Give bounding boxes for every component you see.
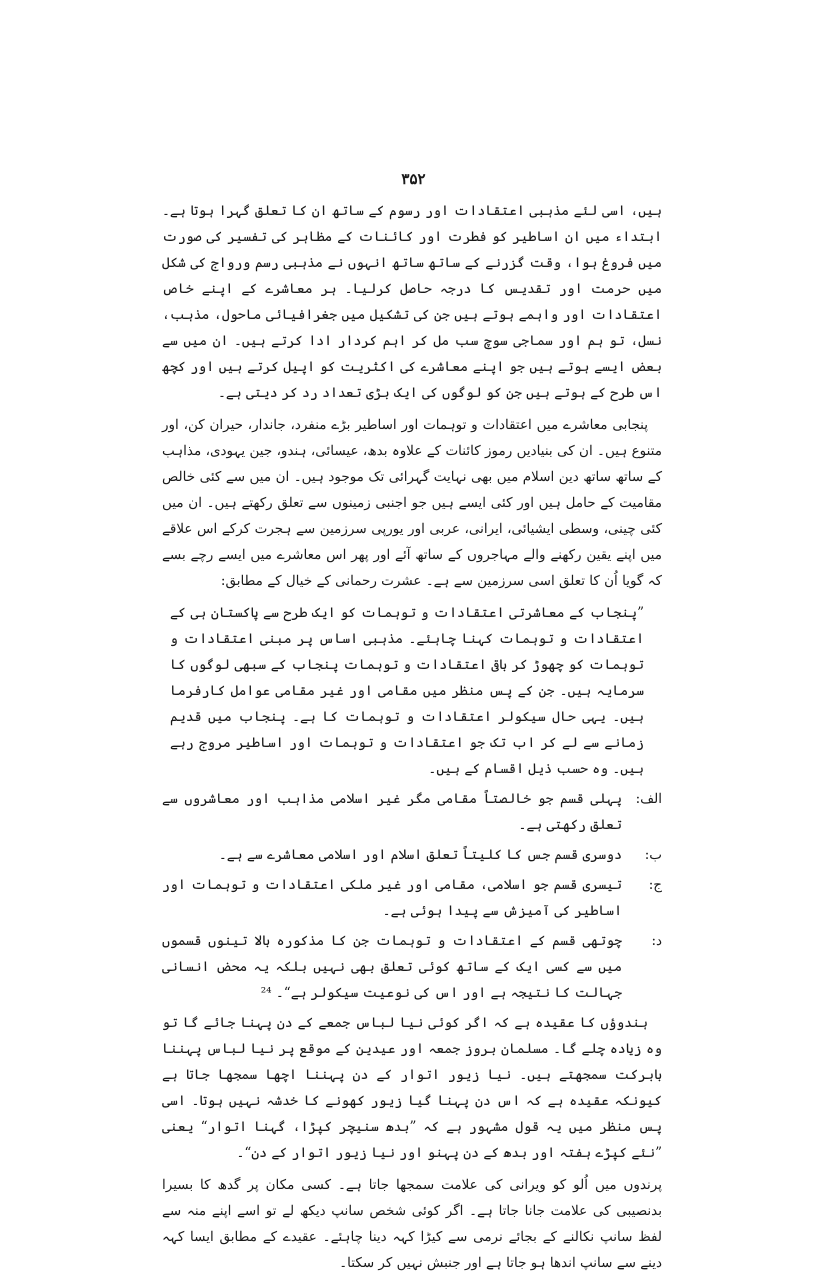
paragraph-punjabi-society: پنجابی معاشرے میں اعتقادات و توہمات اور اساطیر بڑے منفرد، جاندار، حیران کن، اور متنوع ہیں۔ ان کی بنیادیں رموز کائنات کے علاوہ بدھ، عیسائی، ہندو، جین یہودی، مذاہب کے ساتھ ساتھ دین اسلام میں بھی نہایت گہرائی تک موجود ہیں۔ ان میں سے کئی خالص مقامیت کے حامل ہیں اور کئی ایسے ہیں جو اجنبی زمینوں سے تعلق رکھتے ہیں۔ ان میں کئی چینی، وسطی ایشیائی، ایرانی، عربی اور یورپی سرزمین سے ہجرت کرکے اس علاقے میں اپنے یقین رکھنے والے مہاجروں کے ساتھ آئے اور پھر اس معاشرے میں ایسے رچے بسے کہ گویا اُن کا تعلق اسی سرزمین سے ہے۔ عشرت رحمانی کے خیال کے مطابق: — [162, 417, 662, 589]
block-quote: ”پنجاب کے معاشرتی اعتقادات و توہمات کو ایک طرح سے پاکستان ہی کے اعتقادات و توہمات کہنا چاہئے۔ مذہبی اساس پر مبنی اعتقادات و توہمات کو چھوڑ کر باقی اعتقادات و توہمات پنجاب کے سبھی لوگوں کا سرمایہ ہیں۔ جن کے پس منظر میں مقامی اور غیر مقامی عوامل کارفرما ہیں۔ یہی حال سیکولر اعتقادات و توہمات کا ہے۔ پنجاب میں قدیم زمانے سے لے کر اب تک جو اعتقادات و توہمات اور اساطیر مروج رہے ہیں۔ وہ حسب ذیل اقسام کے ہیں۔ — [170, 605, 644, 777]
list-item-label: ب: — [644, 847, 662, 863]
list-item-label: د: — [651, 933, 662, 949]
list-item-label: ج: — [648, 877, 662, 893]
list-item-label: الف: — [635, 791, 662, 807]
list-item-text: چوتھی قسم کے اعتقادات و توہمات جن کا مذکورہ بالا تینوں قسموں میں سے کسی ایک کے ساتھ کوئی تعلق بھی نہیں بلکہ یہ محض انسانی جہالت کا نتیجہ ہے اور اس کی نوعیت سیکولر ہے“۔ ²⁴ — [162, 933, 622, 1001]
list-item — [162, 928, 662, 1006]
list-item — [162, 842, 662, 868]
paragraph-bird-snake-beliefs: پرندوں میں اُلو کو ویرانی کی علامت سمجھا جاتا ہے۔ کسی مکان پر گدھ کا بسیرا بدنصیبی کی علامت جانا جاتا ہے۔ اگر کوئی شخص سانپ دیکھ لے تو اسے اپنے منہ سے لفظ سانپ نکالنے کے بجائے نرمی سے کیڑا کہہ دینا چاہئے۔ عقیدے کے مطابق ایسا کہہ دینے سے سانپ اندھا ہو جاتا ہے اور جنبش نہیں کر سکتا۔ — [162, 1177, 662, 1271]
page-number: ۳۵۲ — [401, 170, 426, 188]
list-item-text: پہلی قسم جو خالصتاً مقامی مگر غیر اسلامی مذاہب اور معاشروں سے تعلق رکھتی ہے۔ — [162, 791, 622, 833]
list-item — [162, 872, 662, 924]
page-body — [162, 198, 662, 1282]
paragraph-intro: ہیں، اسی لئے مذہبی اعتقادات اور رسوم کے ساتھ ان کا تعلق گہرا ہوتا ہے۔ ابتداء میں ان اساطیر کو فطرت اور کائنات کے مظاہر کی تفسیر کی صورت میں فروغ ہوا، وقت گزرنے کے ساتھ ساتھ انہوں نے مذہبی رسم ورواج کی شکل میں حرمت اور تقدیس کا درجہ حاصل کرلیا۔ ہر معاشرے کے اپنے خاص اعتقادات اور واہمے ہوتے ہیں جن کی تشکیل میں جغرافیائی ماحول، مذہب، نسل، تو ہم اور سماجی سوچ سب مل کر اہم کردار ادا کرتے ہیں۔ ان میں سے بعض ایسے ہوتے ہیں جو اپنے معاشرے کی اکثریت کو اپیل کرتے ہیں اور کچھ اس طرح کے ہوتے ہیں جن کو لوگوں کی ایک بڑی تعداد رد کر دیتی ہے۔ — [162, 203, 662, 401]
list-item — [162, 786, 662, 838]
list-item-text: تیسری قسم جو اسلامی، مقامی اور غیر ملکی اعتقادات و توہمات اور اساطیر کی آمیزش سے پیدا ہوئی ہے۔ — [162, 877, 622, 919]
list-item-text: دوسری قسم جس کا کلیتاً تعلق اسلام اور اسلامی معاشرے سے ہے۔ — [218, 847, 622, 863]
paragraph-clothing-beliefs: ہندوؤں کا عقیدہ ہے کہ اگر کوئی نیا لباس جمعے کے دن پہنا جائے گا تو وہ زیادہ چلے گا۔ مسلمان بروز جمعہ اور عیدین کے موقع پر نیا لباس پہننا بابرکت سمجھتے ہیں۔ نیا زیور اتوار کے دن پہننا اچھا سمجھا جاتا ہے کیونکہ عقیدہ ہے کہ اس دن پہنا گیا زیور کھونے کا خدشہ نہیں ہوتا۔ اسی پس منظر میں یہ قول مشہور ہے کہ ”بدھ سنیچر کپڑا، گہنا اتوار“ یعنی ”نئے کپڑے ہفتہ اور بدھ کے دن پہنو اور نیا زیور اتوار کے دن“۔ — [162, 1015, 662, 1161]
